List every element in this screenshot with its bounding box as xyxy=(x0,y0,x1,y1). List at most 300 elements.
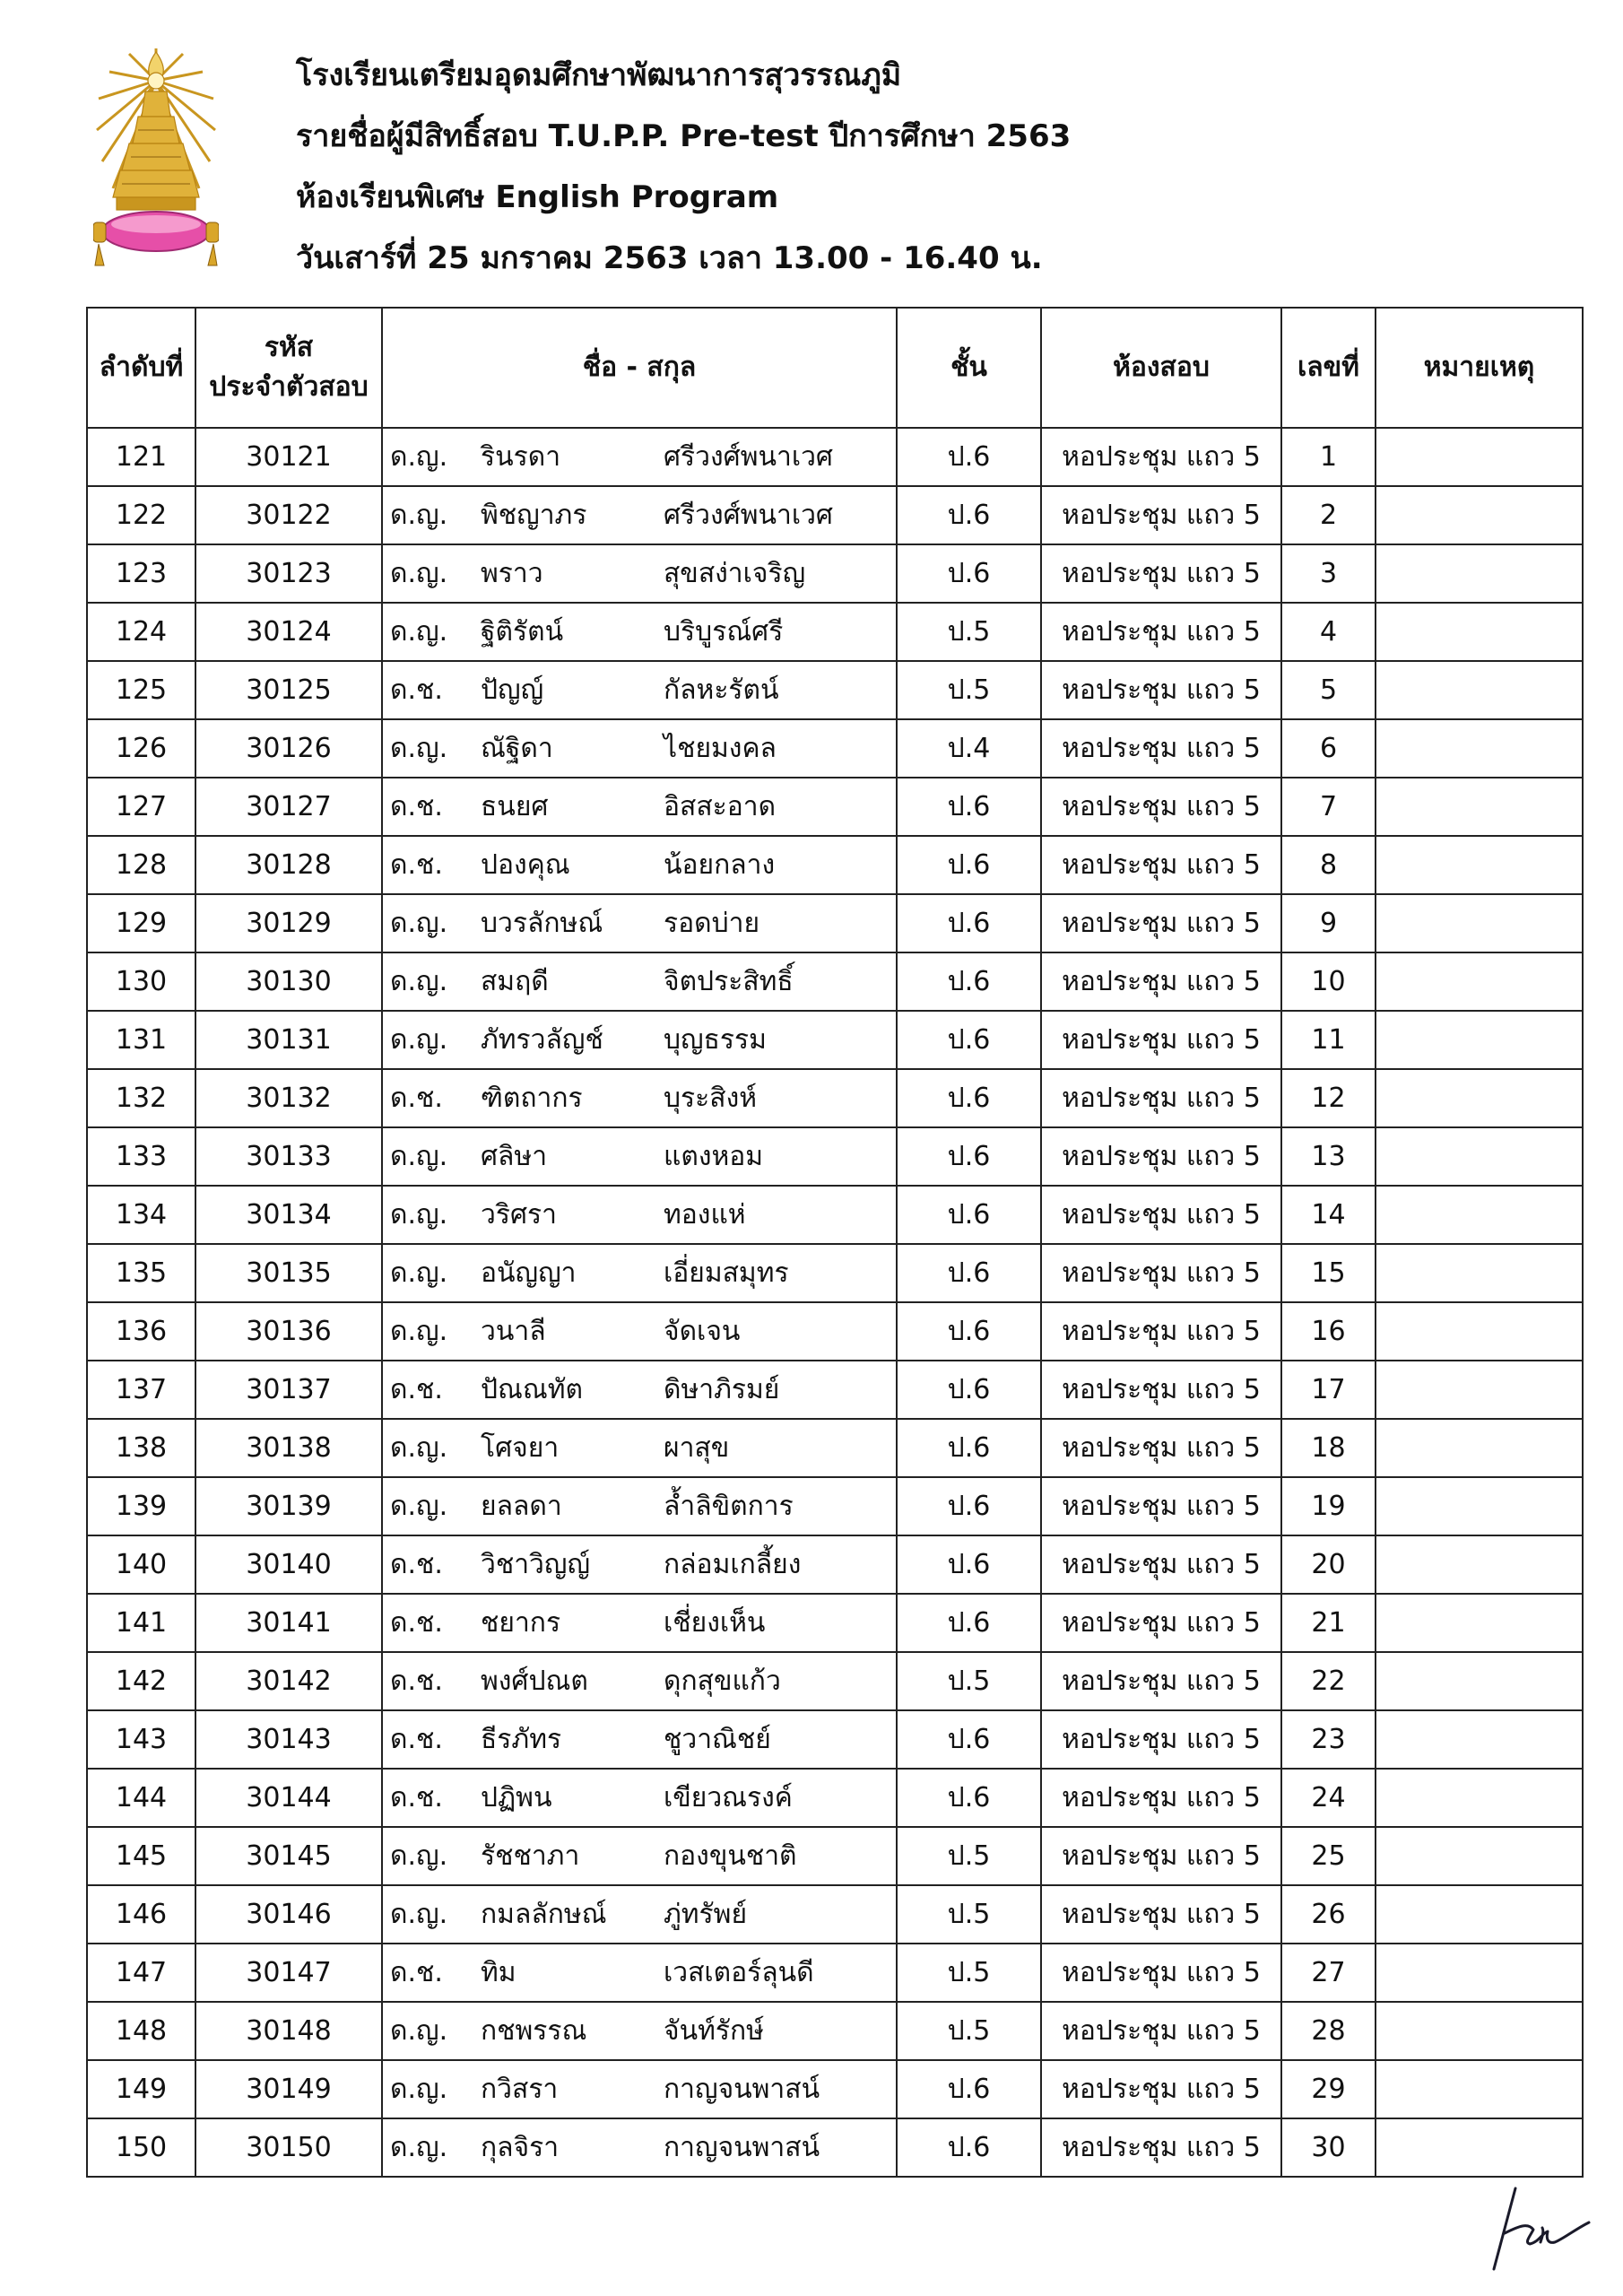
row-seat: 7 xyxy=(1281,778,1376,836)
first-name: สมฤดี xyxy=(481,966,549,997)
first-name: ฑิตถากร xyxy=(481,1083,583,1114)
row-room: หอประชุม แถว 5 xyxy=(1041,1127,1281,1186)
row-name xyxy=(382,428,897,486)
name-prefix: ด.ญ. xyxy=(390,1024,448,1056)
row-note xyxy=(1376,544,1583,603)
row-name xyxy=(382,1477,897,1535)
row-no: 126 xyxy=(87,719,195,778)
row-grade: ป.6 xyxy=(897,836,1041,894)
name-wrap xyxy=(383,1128,896,1185)
last-name: เชี่ยงเห็น xyxy=(664,1607,766,1639)
last-name: ศรีวงศ์พนาเวศ xyxy=(664,441,833,473)
row-note xyxy=(1376,1652,1583,1710)
last-name: จิตประสิทธิ์ xyxy=(664,966,794,997)
row-exam-id: 30121 xyxy=(195,428,382,486)
row-note xyxy=(1376,894,1583,952)
last-name: เขียวณรงค์ xyxy=(664,1782,793,1813)
row-grade: ป.6 xyxy=(897,1186,1041,1244)
row-room: หอประชุม แถว 5 xyxy=(1041,1827,1281,1885)
row-note xyxy=(1376,1069,1583,1127)
first-name: ปัญญ์ xyxy=(481,674,544,706)
name-prefix: ด.ญ. xyxy=(390,2132,448,2163)
row-grade: ป.6 xyxy=(897,894,1041,952)
row-exam-id: 30143 xyxy=(195,1710,382,1769)
first-name: ภัทรวลัญช์ xyxy=(481,1024,603,1056)
row-note xyxy=(1376,1186,1583,1244)
name-prefix: ด.ญ. xyxy=(390,558,448,589)
name-wrap xyxy=(383,1711,896,1768)
row-no: 123 xyxy=(87,544,195,603)
first-name: ณัฐิดา xyxy=(481,733,553,764)
row-exam-id: 30146 xyxy=(195,1885,382,1944)
last-name: ดุกสุขแก้ว xyxy=(664,1665,781,1697)
last-name: กองขุนชาติ xyxy=(664,1840,797,1872)
program-name: ห้องเรียนพิเศษ English Program xyxy=(296,179,779,215)
row-exam-id: 30140 xyxy=(195,1535,382,1594)
row-seat: 27 xyxy=(1281,1944,1376,2002)
table-row xyxy=(87,1944,1583,2002)
row-no: 131 xyxy=(87,1011,195,1069)
row-exam-id: 30131 xyxy=(195,1011,382,1069)
name-prefix: ด.ญ. xyxy=(390,733,448,764)
name-wrap xyxy=(383,1478,896,1535)
row-name xyxy=(382,2118,897,2177)
table-row xyxy=(87,1827,1583,1885)
name-wrap xyxy=(383,487,896,544)
row-name xyxy=(382,1361,897,1419)
row-grade: ป.6 xyxy=(897,1302,1041,1361)
row-room: หอประชุม แถว 5 xyxy=(1041,1186,1281,1244)
table-row xyxy=(87,894,1583,952)
row-name xyxy=(382,1244,897,1302)
row-name xyxy=(382,1710,897,1769)
row-exam-id: 30134 xyxy=(195,1186,382,1244)
row-exam-id: 30133 xyxy=(195,1127,382,1186)
name-prefix: ด.ช. xyxy=(390,674,443,706)
last-name: กาญจนพาสน์ xyxy=(664,2132,820,2163)
first-name: อนัญญา xyxy=(481,1257,577,1289)
row-grade: ป.6 xyxy=(897,2060,1041,2118)
table-row xyxy=(87,1186,1583,1244)
table-body xyxy=(87,428,1583,2177)
school-name: โรงเรียนเตรียมอุดมศึกษาพัฒนาการสุวรรณภูมิ xyxy=(296,57,902,93)
last-name: ภู่ทรัพย์ xyxy=(664,1899,748,1930)
row-seat: 5 xyxy=(1281,661,1376,719)
row-grade: ป.6 xyxy=(897,2118,1041,2177)
row-room: หอประชุม แถว 5 xyxy=(1041,1535,1281,1594)
row-no: 130 xyxy=(87,952,195,1011)
table-row xyxy=(87,1069,1583,1127)
last-name: กล่อมเกลี้ยง xyxy=(664,1549,802,1580)
row-seat: 13 xyxy=(1281,1127,1376,1186)
name-wrap xyxy=(383,1420,896,1476)
table-row xyxy=(87,1535,1583,1594)
row-name xyxy=(382,1302,897,1361)
first-name: กุลจิรา xyxy=(481,2132,560,2163)
name-wrap xyxy=(383,1303,896,1360)
table-row xyxy=(87,1011,1583,1069)
row-seat: 9 xyxy=(1281,894,1376,952)
row-note xyxy=(1376,952,1583,1011)
row-no: 140 xyxy=(87,1535,195,1594)
row-name xyxy=(382,603,897,661)
row-no: 147 xyxy=(87,1944,195,2002)
row-exam-id: 30144 xyxy=(195,1769,382,1827)
table-row xyxy=(87,1885,1583,1944)
row-note xyxy=(1376,1419,1583,1477)
row-note xyxy=(1376,1944,1583,2002)
first-name: รัชชาภา xyxy=(481,1840,580,1872)
first-name: ธนยศ xyxy=(481,791,549,822)
name-prefix: ด.ช. xyxy=(390,1665,443,1697)
table-row xyxy=(87,661,1583,719)
row-room: หอประชุม แถว 5 xyxy=(1041,1419,1281,1477)
row-seat: 2 xyxy=(1281,486,1376,544)
row-no: 134 xyxy=(87,1186,195,1244)
name-wrap xyxy=(383,604,896,660)
row-no: 144 xyxy=(87,1769,195,1827)
name-prefix: ด.ช. xyxy=(390,1782,443,1813)
table-row xyxy=(87,1127,1583,1186)
row-note xyxy=(1376,1827,1583,1885)
row-grade: ป.6 xyxy=(897,1535,1041,1594)
first-name: ธีรภัทร xyxy=(481,1724,562,1755)
first-name: ปองคุณ xyxy=(481,849,570,881)
row-grade: ป.5 xyxy=(897,1827,1041,1885)
last-name: สุขสง่าเจริญ xyxy=(664,558,806,589)
row-name xyxy=(382,836,897,894)
row-name xyxy=(382,2002,897,2060)
row-no: 141 xyxy=(87,1594,195,1652)
row-note xyxy=(1376,778,1583,836)
row-exam-id: 30125 xyxy=(195,661,382,719)
row-grade: ป.6 xyxy=(897,1244,1041,1302)
row-no: 125 xyxy=(87,661,195,719)
row-seat: 4 xyxy=(1281,603,1376,661)
row-name xyxy=(382,1594,897,1652)
row-exam-id: 30145 xyxy=(195,1827,382,1885)
row-no: 142 xyxy=(87,1652,195,1710)
table-row xyxy=(87,1302,1583,1361)
table-row xyxy=(87,428,1583,486)
first-name: พิชญาภร xyxy=(481,500,587,531)
header-id-line1: รหัส xyxy=(264,332,314,363)
row-grade: ป.6 xyxy=(897,1127,1041,1186)
row-grade: ป.6 xyxy=(897,544,1041,603)
row-grade: ป.5 xyxy=(897,603,1041,661)
row-name xyxy=(382,1186,897,1244)
name-prefix: ด.ช. xyxy=(390,1957,443,1988)
row-name xyxy=(382,1127,897,1186)
row-name xyxy=(382,2060,897,2118)
name-wrap xyxy=(383,1828,896,1884)
row-room: หอประชุม แถว 5 xyxy=(1041,1477,1281,1535)
row-room: หอประชุม แถว 5 xyxy=(1041,1011,1281,1069)
last-name: เวสเตอร์ลุนดี xyxy=(664,1957,814,1988)
row-grade: ป.5 xyxy=(897,1652,1041,1710)
row-note xyxy=(1376,1302,1583,1361)
last-name: บุญธรรม xyxy=(664,1024,767,1056)
row-exam-id: 30126 xyxy=(195,719,382,778)
row-room: หอประชุม แถว 5 xyxy=(1041,1710,1281,1769)
row-exam-id: 30122 xyxy=(195,486,382,544)
row-name xyxy=(382,894,897,952)
row-note xyxy=(1376,1244,1583,1302)
last-name: อิสสะอาด xyxy=(664,791,777,822)
row-exam-id: 30123 xyxy=(195,544,382,603)
row-name xyxy=(382,1652,897,1710)
row-room: หอประชุม แถว 5 xyxy=(1041,1944,1281,2002)
name-prefix: ด.ญ. xyxy=(390,1840,448,1872)
name-prefix: ด.ญ. xyxy=(390,616,448,648)
row-room: หอประชุม แถว 5 xyxy=(1041,1594,1281,1652)
row-seat: 29 xyxy=(1281,2060,1376,2118)
last-name: ไชยมงคล xyxy=(664,733,777,764)
row-name xyxy=(382,1011,897,1069)
name-prefix: ด.ช. xyxy=(390,849,443,881)
first-name: พราว xyxy=(481,558,543,589)
table-row xyxy=(87,1244,1583,1302)
header-id xyxy=(195,308,382,428)
name-wrap xyxy=(383,895,896,952)
name-wrap xyxy=(383,429,896,485)
row-exam-id: 30147 xyxy=(195,1944,382,2002)
row-room: หอประชุม แถว 5 xyxy=(1041,661,1281,719)
row-name xyxy=(382,1419,897,1477)
header-seat: เลขที่ xyxy=(1281,308,1376,428)
row-seat: 3 xyxy=(1281,544,1376,603)
header-name: ชื่อ - สกุล xyxy=(382,308,897,428)
row-room: หอประชุม แถว 5 xyxy=(1041,778,1281,836)
row-exam-id: 30124 xyxy=(195,603,382,661)
row-no: 146 xyxy=(87,1885,195,1944)
name-prefix: ด.ช. xyxy=(390,1083,443,1114)
row-seat: 19 xyxy=(1281,1477,1376,1535)
row-no: 124 xyxy=(87,603,195,661)
row-note xyxy=(1376,1885,1583,1944)
name-wrap xyxy=(383,1361,896,1418)
last-name: ล้ำลิขิตการ xyxy=(664,1491,794,1522)
table-row xyxy=(87,2118,1583,2177)
name-wrap xyxy=(383,662,896,718)
signature-mark xyxy=(1488,2179,1596,2278)
row-note xyxy=(1376,603,1583,661)
row-seat: 26 xyxy=(1281,1885,1376,1944)
row-seat: 17 xyxy=(1281,1361,1376,1419)
last-name: กัลหะรัตน์ xyxy=(664,674,779,706)
table-row xyxy=(87,2060,1583,2118)
row-grade: ป.6 xyxy=(897,1419,1041,1477)
exam-datetime: วันเสาร์ที่ 25 มกราคม 2563 เวลา 13.00 - 16.40 น. xyxy=(296,240,1043,276)
first-name: พงศ์ปณต xyxy=(481,1665,588,1697)
table-row xyxy=(87,1769,1583,1827)
last-name: ดิษาภิรมย์ xyxy=(664,1374,780,1405)
table-row xyxy=(87,719,1583,778)
row-note xyxy=(1376,661,1583,719)
table-row xyxy=(87,1419,1583,1477)
row-note xyxy=(1376,2002,1583,2060)
last-name: จันท์รักษ์ xyxy=(664,2015,764,2047)
name-wrap xyxy=(383,1653,896,1709)
header-no: ลำดับที่ xyxy=(87,308,195,428)
row-grade: ป.6 xyxy=(897,778,1041,836)
first-name: วิชาวิญญ์ xyxy=(481,1549,591,1580)
row-exam-id: 30150 xyxy=(195,2118,382,2177)
row-name xyxy=(382,661,897,719)
row-no: 143 xyxy=(87,1710,195,1769)
header-room: ห้องสอบ xyxy=(1041,308,1281,428)
row-grade: ป.6 xyxy=(897,486,1041,544)
table-row xyxy=(87,1361,1583,1419)
row-exam-id: 30132 xyxy=(195,1069,382,1127)
last-name: จัดเจน xyxy=(664,1316,741,1347)
row-note xyxy=(1376,1710,1583,1769)
first-name: ชยากร xyxy=(481,1607,561,1639)
row-seat: 20 xyxy=(1281,1535,1376,1594)
row-no: 135 xyxy=(87,1244,195,1302)
row-grade: ป.5 xyxy=(897,1885,1041,1944)
row-grade: ป.6 xyxy=(897,1594,1041,1652)
header-grade: ชั้น xyxy=(897,308,1041,428)
row-seat: 14 xyxy=(1281,1186,1376,1244)
table-header-row xyxy=(87,308,1583,428)
candidate-table xyxy=(86,307,1584,2178)
table-row xyxy=(87,1652,1583,1710)
name-wrap xyxy=(383,545,896,602)
last-name: ศรีวงศ์พนาเวศ xyxy=(664,500,833,531)
document-title: รายชื่อผู้มีสิทธิ์สอบ T.U.P.P. Pre-test ปีการศึกษา 2563 xyxy=(296,118,1072,154)
row-exam-id: 30128 xyxy=(195,836,382,894)
school-emblem-icon xyxy=(93,45,219,271)
row-grade: ป.6 xyxy=(897,952,1041,1011)
first-name: ยลลดา xyxy=(481,1491,562,1522)
row-grade: ป.6 xyxy=(897,1710,1041,1769)
first-name: กชพรรณ xyxy=(481,2015,587,2047)
row-room: หอประชุม แถว 5 xyxy=(1041,2002,1281,2060)
last-name: เอี่ยมสมุทร xyxy=(664,1257,789,1289)
last-name: แตงหอม xyxy=(664,1141,764,1172)
row-no: 133 xyxy=(87,1127,195,1186)
row-grade: ป.5 xyxy=(897,2002,1041,2060)
row-grade: ป.4 xyxy=(897,719,1041,778)
row-seat: 10 xyxy=(1281,952,1376,1011)
name-wrap xyxy=(383,1770,896,1826)
row-exam-id: 30142 xyxy=(195,1652,382,1710)
row-no: 138 xyxy=(87,1419,195,1477)
row-no: 122 xyxy=(87,486,195,544)
row-room: หอประชุม แถว 5 xyxy=(1041,952,1281,1011)
name-wrap xyxy=(383,953,896,1010)
row-seat: 30 xyxy=(1281,2118,1376,2177)
row-name xyxy=(382,778,897,836)
row-exam-id: 30130 xyxy=(195,952,382,1011)
name-wrap xyxy=(383,778,896,835)
row-exam-id: 30139 xyxy=(195,1477,382,1535)
row-name xyxy=(382,1885,897,1944)
row-grade: ป.6 xyxy=(897,428,1041,486)
row-seat: 6 xyxy=(1281,719,1376,778)
row-no: 148 xyxy=(87,2002,195,2060)
row-note xyxy=(1376,1011,1583,1069)
row-room: หอประชุม แถว 5 xyxy=(1041,1302,1281,1361)
row-exam-id: 30141 xyxy=(195,1594,382,1652)
name-wrap xyxy=(383,1070,896,1126)
table-row xyxy=(87,836,1583,894)
row-grade: ป.6 xyxy=(897,1477,1041,1535)
row-exam-id: 30136 xyxy=(195,1302,382,1361)
row-room: หอประชุม แถว 5 xyxy=(1041,544,1281,603)
row-room: หอประชุม แถว 5 xyxy=(1041,428,1281,486)
row-room: หอประชุม แถว 5 xyxy=(1041,1244,1281,1302)
row-name xyxy=(382,719,897,778)
first-name: รินรดา xyxy=(481,441,561,473)
row-seat: 18 xyxy=(1281,1419,1376,1477)
row-no: 136 xyxy=(87,1302,195,1361)
row-room: หอประชุม แถว 5 xyxy=(1041,1885,1281,1944)
last-name: บริบูรณ์ศรี xyxy=(664,616,784,648)
name-prefix: ด.ช. xyxy=(390,1549,443,1580)
row-name xyxy=(382,544,897,603)
name-prefix: ด.ช. xyxy=(390,1607,443,1639)
row-grade: ป.5 xyxy=(897,1944,1041,2002)
row-room: หอประชุม แถว 5 xyxy=(1041,486,1281,544)
table-row xyxy=(87,778,1583,836)
name-wrap xyxy=(383,1944,896,2001)
row-exam-id: 30138 xyxy=(195,1419,382,1477)
row-seat: 28 xyxy=(1281,2002,1376,2060)
table-row xyxy=(87,1710,1583,1769)
row-seat: 24 xyxy=(1281,1769,1376,1827)
row-name xyxy=(382,486,897,544)
name-prefix: ด.ญ. xyxy=(390,908,448,939)
row-note xyxy=(1376,836,1583,894)
document-header xyxy=(296,45,1071,289)
last-name: บุระสิงห์ xyxy=(664,1083,758,1114)
row-note xyxy=(1376,1361,1583,1419)
name-prefix: ด.ช. xyxy=(390,1724,443,1755)
row-no: 127 xyxy=(87,778,195,836)
name-prefix: ด.ช. xyxy=(390,791,443,822)
last-name: ผาสุข xyxy=(664,1432,730,1464)
name-prefix: ด.ญ. xyxy=(390,1199,448,1231)
row-exam-id: 30135 xyxy=(195,1244,382,1302)
row-name xyxy=(382,1535,897,1594)
table-row xyxy=(87,952,1583,1011)
row-room: หอประชุม แถว 5 xyxy=(1041,1652,1281,1710)
row-room: หอประชุม แถว 5 xyxy=(1041,894,1281,952)
row-seat: 23 xyxy=(1281,1710,1376,1769)
row-room: หอประชุม แถว 5 xyxy=(1041,2118,1281,2177)
row-no: 132 xyxy=(87,1069,195,1127)
name-wrap xyxy=(383,2003,896,2059)
last-name: ทองแห่ xyxy=(664,1199,746,1231)
row-seat: 16 xyxy=(1281,1302,1376,1361)
header-note: หมายเหตุ xyxy=(1376,308,1583,428)
row-no: 137 xyxy=(87,1361,195,1419)
row-room: หอประชุม แถว 5 xyxy=(1041,836,1281,894)
name-prefix: ด.ญ. xyxy=(390,1432,448,1464)
name-prefix: ด.ญ. xyxy=(390,441,448,473)
row-grade: ป.6 xyxy=(897,1769,1041,1827)
row-exam-id: 30148 xyxy=(195,2002,382,2060)
name-prefix: ด.ญ. xyxy=(390,1257,448,1289)
name-wrap xyxy=(383,720,896,777)
row-seat: 25 xyxy=(1281,1827,1376,1885)
table-row xyxy=(87,603,1583,661)
row-grade: ป.6 xyxy=(897,1361,1041,1419)
table-row xyxy=(87,2002,1583,2060)
row-room: หอประชุม แถว 5 xyxy=(1041,719,1281,778)
